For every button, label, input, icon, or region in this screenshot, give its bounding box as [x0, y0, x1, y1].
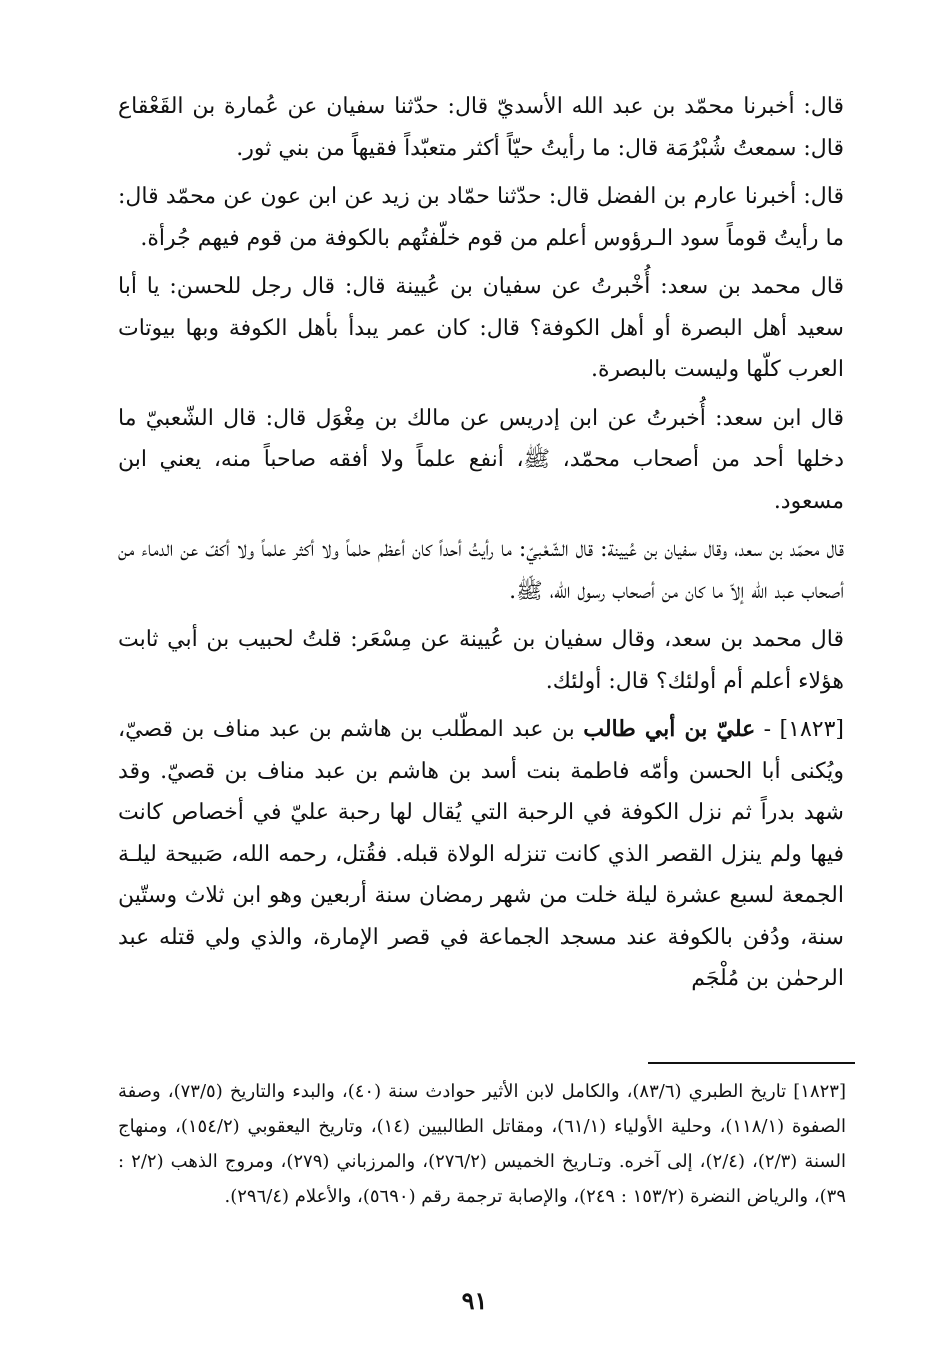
paragraph-1: قال: أخبرنا محمّد بن عبد الله الأسديّ قال: حدّثنا سفيان عن عُمارة بن القَعْقاع قال: سمعتُ شُبْرُمَة قال: ما رأيتُ حيّاً أكثر متعبّداً فقيهاً من بني ثور. — [118, 94, 845, 161]
footnotes — [118, 1074, 846, 1214]
footnote-1823: [١٨٢٣] تاريخ الطبري (٨٣/٦)، والكامل لابن الأثير حوادث سنة (٤٠)، والبدء والتاريخ (٧٣/٥)، وصفة الصفوة (١١٨/١)، وحلية الأولياء (٦١/١)، ومقاتل الطالبيين (١٤)، وتاريخ اليعقوبي (١٥٤/٢)، ومنهاج السنة (٢/٣)، (٢/٤)، إلى آخره. وتـاريخ الخميس (٢٧٦/٢)، والمرزباني (٢٧٩)، ومروج الذهب (٢/٢ : ٣٩)، والرياض النضرة (١٥٣/٢ : ٢٤٩)، والإصابة ترجمة رقم (٥٦٩٠)، والأعلام (٢٩٦/٤). — [118, 1081, 847, 1207]
footnote-separator — [648, 1062, 855, 1064]
paragraph-5: قال محمّد بن سعد، وقال سفيان بن عُيينة: قال الشّعْبيّ: ما رأيتُ أحداً كان أعظم حلماً ولا أكثر علماً ولا أكفّ عن الدماء من أصحاب عبد الله إلاّ ما كان من أصحاب رسول الله، ﷺ. — [118, 537, 844, 604]
biography-entry — [118, 709, 844, 1000]
entry-text: بن عبد المطّلب بن هاشم بن عبد مناف بن قصيّ، ويُكنى أبا الحسن وأمّه فاطمة بنت أسد بن هاشم بن عبد مناف بن قصيّ. وقد شهد بدراً ثم نزل الكوفة في الرحبة التي يُقال لها رحبة عليّ في أخصاص كانت فيها ولم ينزل القصر الذي كانت تنزله الولاة قبله. فقُتل، رحمه الله، صَبيحة ليلـة الجمعة لسبع عشرة ليلة خلت من شهر رمضان سنة أربعين وهو ابن ثلاث وستّين سنة، ودُفن بالكوفة عند مسجد الجماعة في قصر الإمارة، والذي ولي قتله عبد الرحمٰن بن مُلْجَم — [118, 717, 844, 991]
entry-number: [١٨٢٣] — [779, 717, 844, 742]
main-text — [118, 86, 844, 1007]
paragraph-2: قال: أخبرنا عارم بن الفضل قال: حدّثنا حمّاد بن زيد عن ابن عون عن محمّد قال: ما رأيتُ قوماً سود الـرؤوس أعلم من قوم خلّفتُهم بالكوفة من قوم فيهم جُرأة. — [118, 184, 844, 251]
entry-dash: - — [763, 717, 772, 742]
entry-name: عليّ بن أبي طالب — [583, 716, 756, 742]
paragraph-4: قال ابن سعد: أُخبرتُ عن ابن إدريس عن مالك بن مِغْوَل قال: قال الشّعبيّ ما دخلها أحد من أصحاب محمّد، ﷺ، أنفع علماً ولا أفقه صاحباً منه، يعني ابن مسعود. — [118, 405, 844, 514]
paragraph-6: قال محمد بن سعد، وقال سفيان بن عُيينة عن مِسْعَر: قلتُ لحبيب بن أبي ثابت هؤلاء أعلم أم أولئك؟ قال: أولئك. — [118, 627, 844, 694]
page-number: ٩١ — [461, 1286, 488, 1315]
paragraph-3: قال محمد بن سعد: أُخْبرتُ عن سفيان بن عُيينة قال: قال رجل للحسن: يا أبا سعيد أهل البصرة أو أهل الكوفة؟ قال: كان عمر يبدأ بأهل الكوفة وبها بيوتات العرب كلّها وليست بالبصرة. — [118, 274, 844, 382]
